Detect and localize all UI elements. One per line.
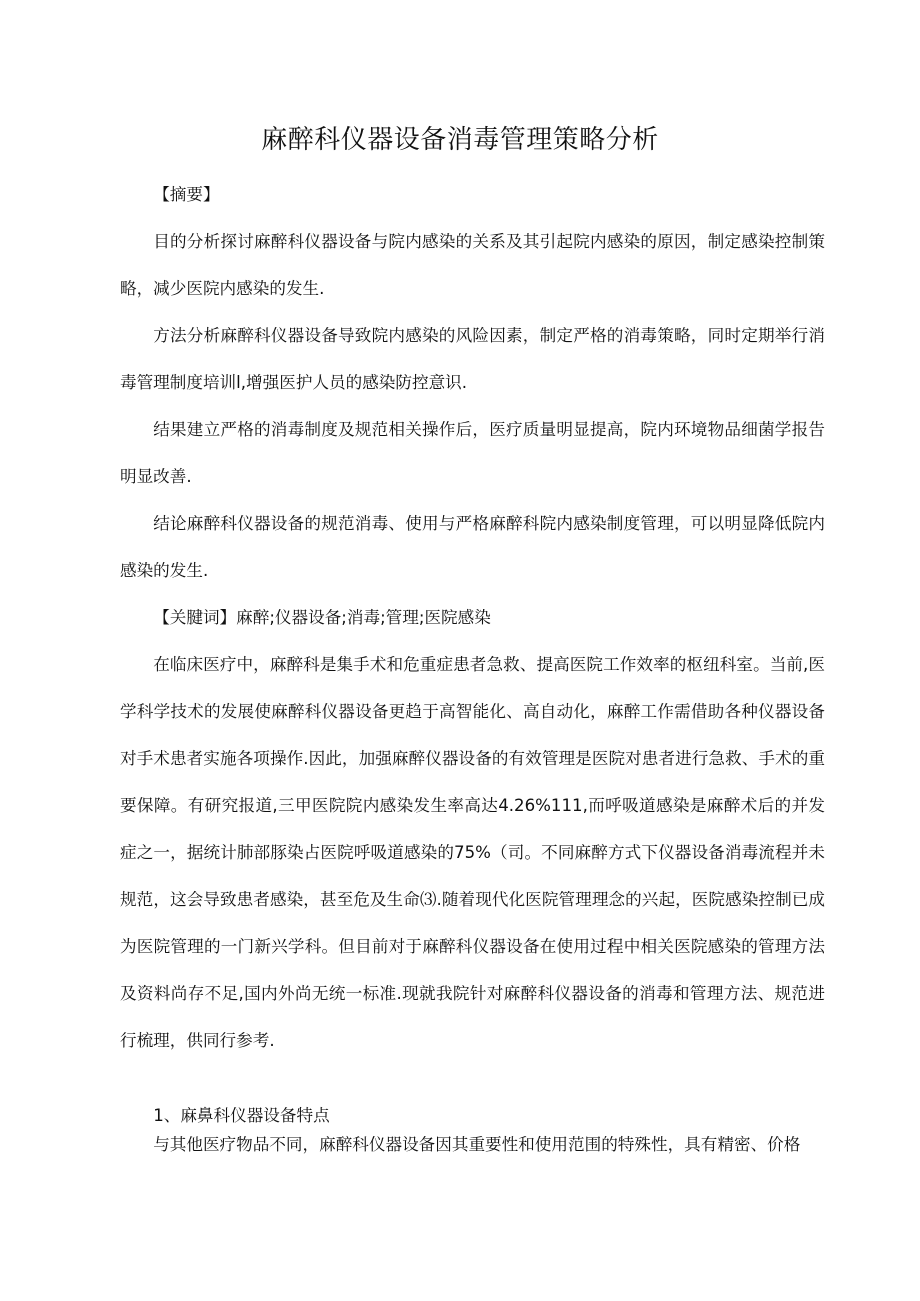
abstract-heading: 【摘要】 — [153, 185, 220, 204]
abstract-result: 结果建立严格的消毒制度及规范相关操作后，医疗质量明显提高，院内环境物品细菌学报告明显改善. — [120, 420, 825, 486]
abstract-objective: 目的分析探讨麻醉科仪器设备与院内感染的关系及其引起院内感染的原因，制定感染控制策略，减少医院内感染的发生. — [120, 232, 825, 298]
section-1-text: 与其他医疗物品不同，麻醉科仪器设备因其重要性和使用范围的特殊性，具有精密、价格 — [153, 1135, 801, 1154]
keywords-line: 【关腱词】麻醉;仪器设备;消毒;管理;医院感染 — [153, 608, 491, 627]
intro-paragraph: 在临床医疗中，麻醉科是集手术和危重症患者急救、提高医院工作效率的枢纽科室。当前,医学科学技术的发展使麻醉科仪器设备更趋于高智能化、高自动化，麻醉工作需借助各种仪器设备对手术患者实施各项操作.因此，加强麻醉仪器设备的有效管理是医院对患者进行急救、手术的重要保障。有研究报道,三甲医院院内感染发生率高达4.26%111,而呼吸道感染是麻醉术后的并发症之一，据统计肺部豚染占医院呼吸道感染的75%（司。不同麻醉方式下仪器设备消毒流程并未规范，这会导致患者感染，甚至危及生命⑶.随着现代化医院管理理念的兴起，医院感染控制已成为医院管理的一门新兴学科。但目前对于麻醉科仪器设备在使用过程中相关医院感染的管理方法及资料尚存不足,国内外尚无统一标准.现就我院针对麻醉科仪器设备的消毒和管理方法、规范进行梳理，供同行参考. — [120, 655, 825, 1050]
document-title: 麻醉科仪器设备消毒管理策略分析 — [261, 125, 659, 155]
abstract-conclusion: 结论麻醉科仪器设备的规范消毒、使用与严格麻醉科院内感染制度管理，可以明显降低院内感染的发生. — [120, 514, 825, 580]
section-1-heading: 1、麻鼻科仪器设备特点 — [153, 1106, 330, 1125]
abstract-method: 方法分析麻醉科仪器设备导致院内感染的风险因素，制定严格的消毒策略，同时定期举行消毒管理制度培训l,增强医护人员的感染防控意识. — [120, 326, 825, 392]
